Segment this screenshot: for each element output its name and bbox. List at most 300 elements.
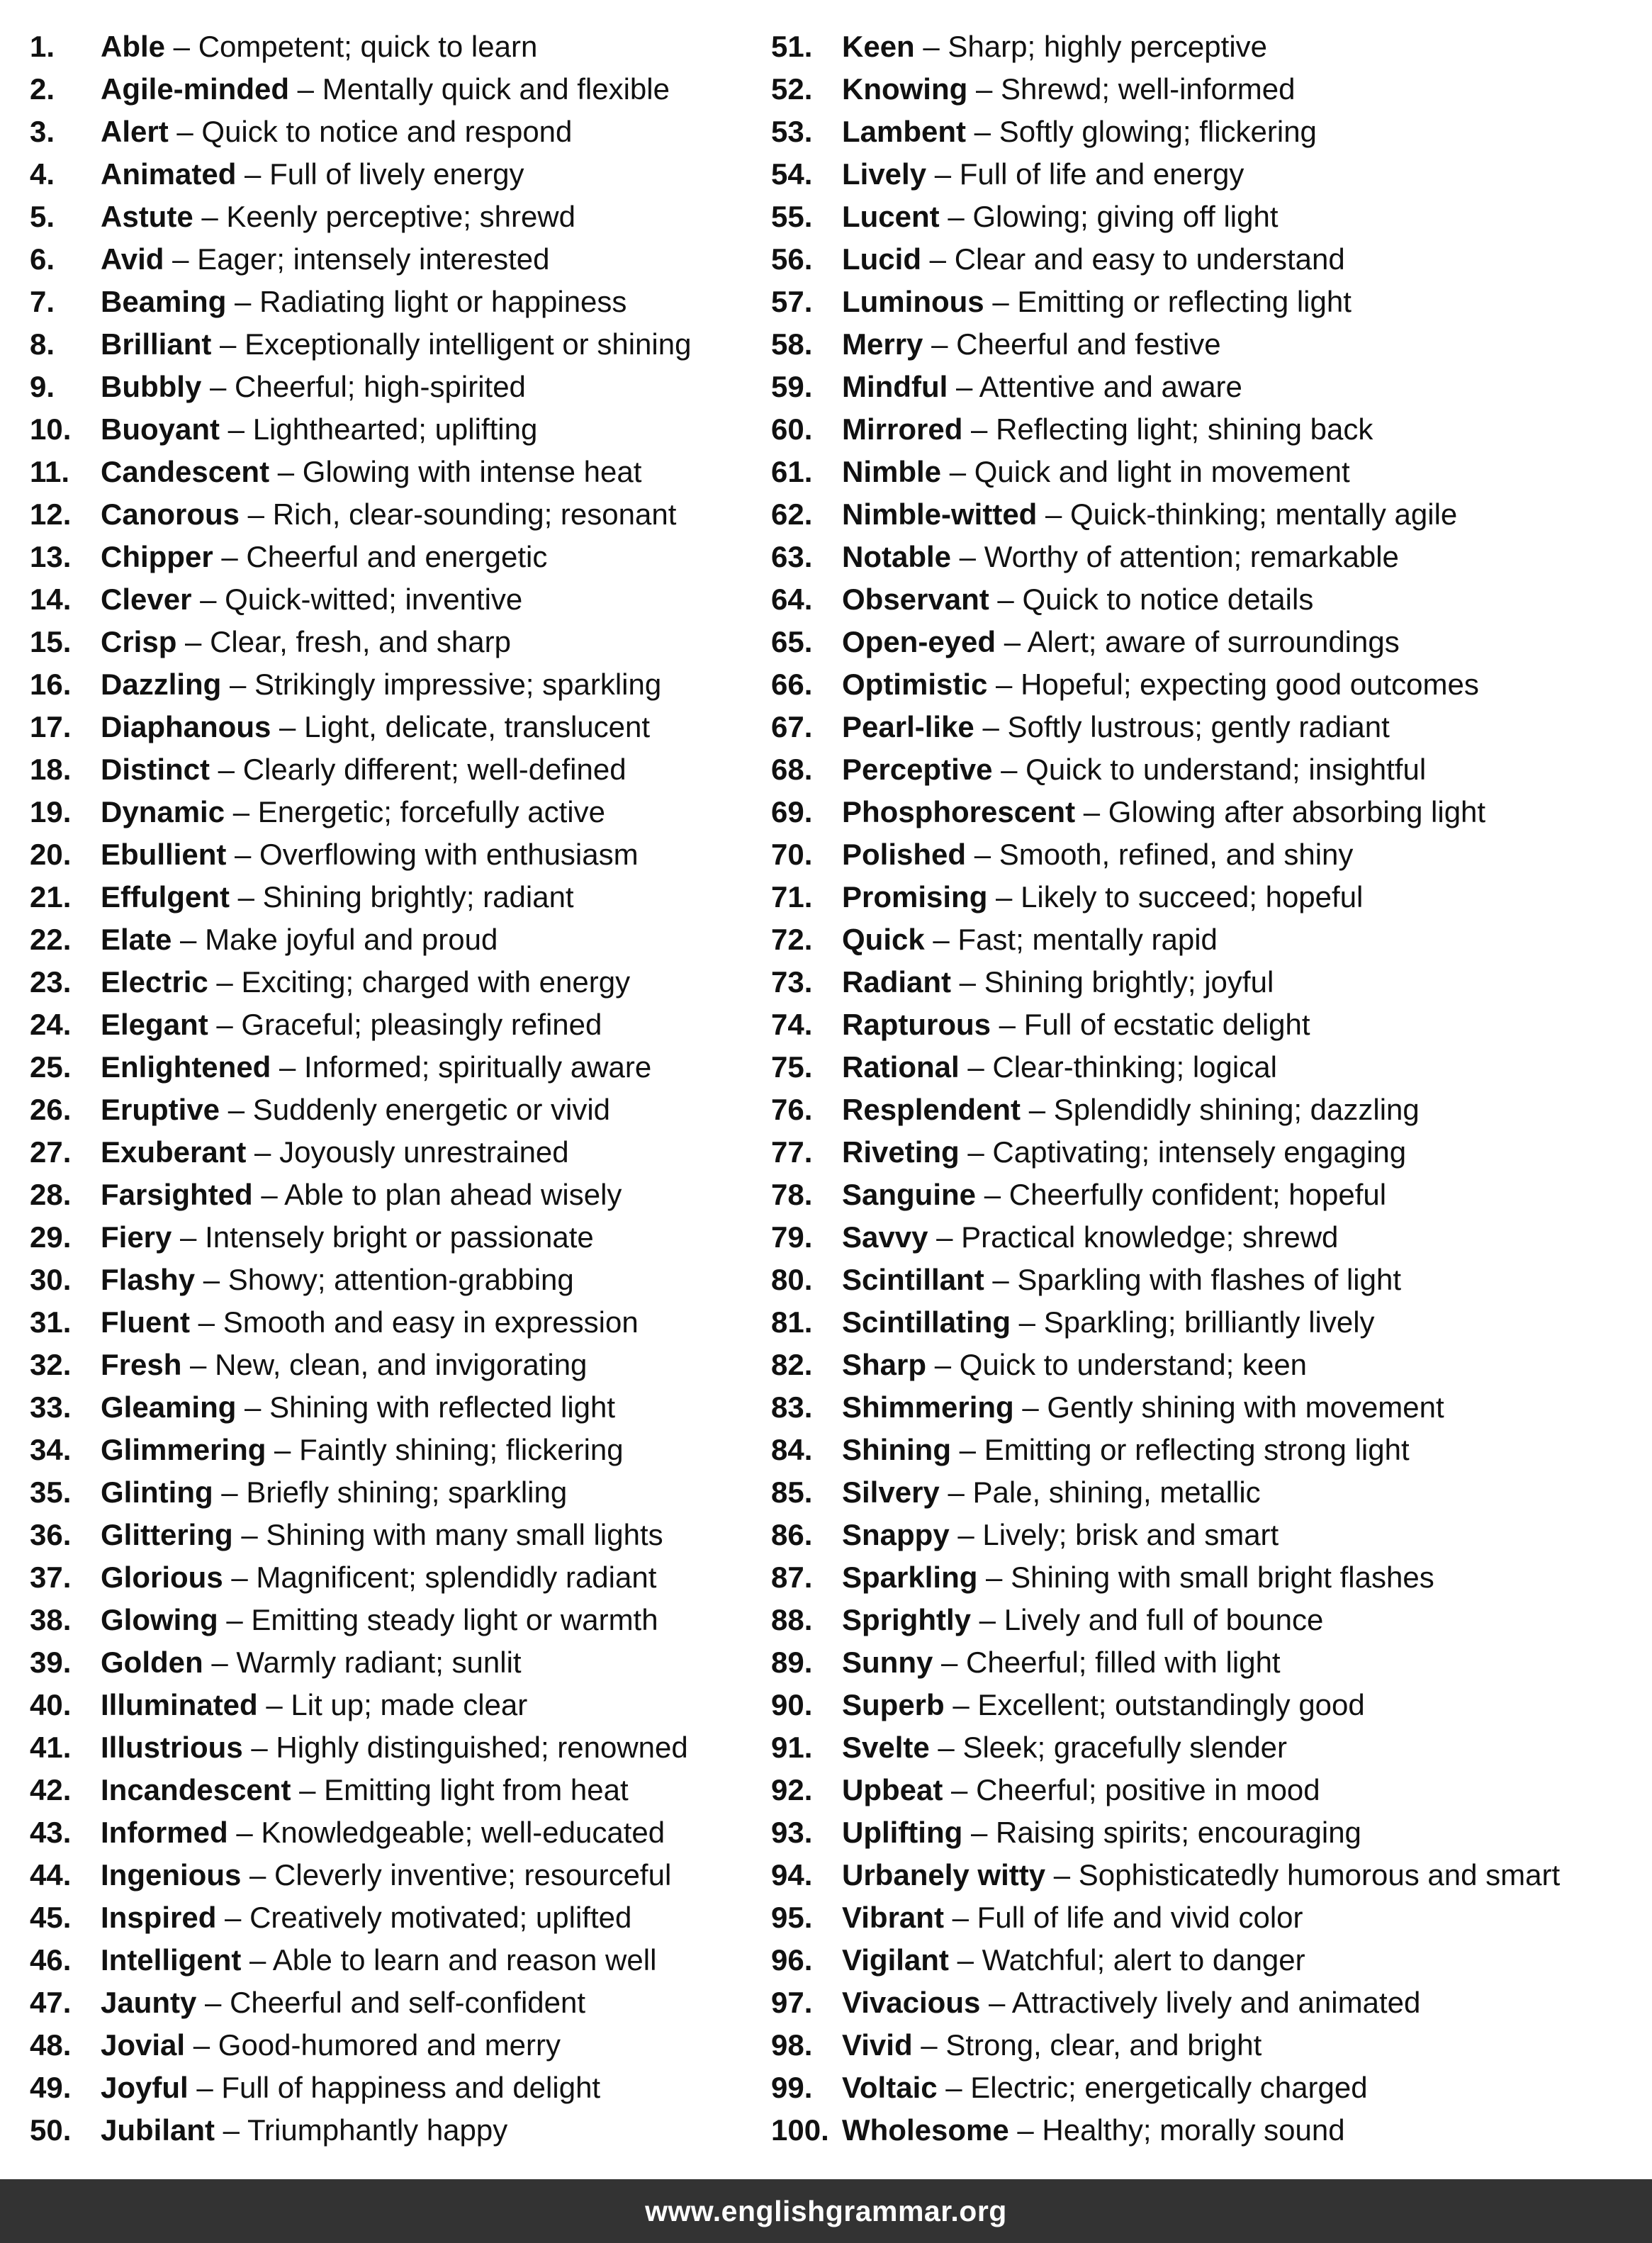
entry-separator: – — [926, 1348, 960, 1381]
entry-number: 86. — [771, 1518, 813, 1551]
entry-word: Scintillating — [842, 1305, 1011, 1339]
entry-definition: Overflowing with enthusiasm — [259, 838, 639, 871]
entry-definition: Smooth, refined, and shiny — [999, 838, 1354, 871]
entry-text — [842, 1344, 1307, 1386]
entry-word: Upbeat — [842, 1773, 943, 1806]
entry-number: 65. — [771, 625, 813, 658]
entry-number: 12. — [30, 497, 72, 531]
entry-definition: Cheerfully confident; hopeful — [1008, 1178, 1387, 1211]
entry-separator: – — [912, 2028, 946, 2062]
entry-separator: – — [991, 1008, 1024, 1041]
entry-word: Chipper — [101, 540, 213, 573]
entry-definition: Cheerful and energetic — [246, 540, 548, 573]
entry-number: 72. — [771, 923, 813, 956]
entry-separator: – — [203, 1646, 237, 1679]
entry-number: 52. — [771, 72, 813, 106]
entry-separator: – — [195, 1263, 228, 1296]
entry-number: 82. — [771, 1348, 813, 1381]
entry-definition: Quick and light in movement — [974, 455, 1350, 488]
entry-text — [842, 1259, 1401, 1301]
entry-definition: Competent; quick to learn — [198, 30, 538, 63]
entry-number: 34. — [30, 1433, 72, 1466]
entry-number: 21. — [30, 880, 72, 913]
entry-definition: Cheerful; high-spirited — [235, 370, 526, 403]
entry-number: 2. — [30, 72, 55, 106]
entry-text — [101, 918, 498, 961]
entry-word: Sprightly — [842, 1603, 972, 1636]
entry-text — [842, 26, 1267, 68]
entry-text — [101, 1089, 610, 1131]
entry-number: 5. — [30, 200, 55, 233]
entry-word: Bubbly — [101, 370, 202, 403]
entry-word: Candescent — [101, 455, 270, 488]
entry-text — [101, 621, 511, 663]
entry-definition: Clearly different; well-defined — [242, 753, 626, 786]
entry-separator: – — [987, 880, 1021, 913]
entry-text — [101, 1684, 527, 1726]
entry-separator: – — [977, 1561, 1011, 1594]
entry-number: 43. — [30, 1816, 72, 1849]
entry-number: 100. — [771, 2113, 829, 2147]
entry-separator: – — [943, 1901, 977, 1934]
entry-separator: – — [996, 625, 1028, 658]
entry-definition: Glowing after absorbing light — [1108, 795, 1486, 828]
entry-text — [842, 1939, 1305, 1981]
entry-separator: – — [966, 838, 999, 871]
entry-definition: Emitting or reflecting strong light — [984, 1433, 1410, 1466]
entry-text — [842, 1854, 1560, 1896]
entry-number: 49. — [30, 2071, 72, 2104]
entry-number: 8. — [30, 327, 55, 361]
entry-definition: Exceptionally intelligent or shining — [245, 327, 692, 361]
entry-definition: Quick-thinking; mentally agile — [1070, 497, 1458, 531]
entry-definition: Smooth and easy in expression — [223, 1305, 639, 1339]
entry-number: 15. — [30, 625, 72, 658]
entry-word: Inspired — [101, 1901, 217, 1934]
entry-text — [101, 663, 661, 706]
entry-definition: Shining with many small lights — [266, 1518, 663, 1551]
entry-text — [842, 2067, 1368, 2109]
entry-separator: – — [291, 1773, 325, 1806]
entry-number: 6. — [30, 242, 55, 276]
entry-definition: Suddenly energetic or vivid — [252, 1093, 611, 1126]
entry-definition: Cheerful and festive — [956, 327, 1221, 361]
entry-separator: – — [213, 540, 247, 573]
entry-word: Mirrored — [842, 412, 963, 446]
entry-text — [101, 366, 526, 408]
entry-number: 16. — [30, 668, 72, 701]
entry-separator: – — [939, 1475, 973, 1509]
entry-definition: Emitting light from heat — [324, 1773, 629, 1806]
entry-word: Illuminated — [101, 1688, 258, 1721]
entry-separator: – — [976, 1178, 1009, 1211]
entry-separator: – — [240, 497, 273, 531]
entry-definition: Full of life and energy — [959, 157, 1244, 191]
entry-definition: Clear and easy to understand — [954, 242, 1345, 276]
entry-separator: – — [185, 2028, 218, 2062]
entry-text — [101, 238, 549, 281]
entry-word: Alert — [101, 115, 169, 148]
entry-number: 81. — [771, 1305, 813, 1339]
entry-separator: – — [266, 1433, 300, 1466]
entry-text — [842, 833, 1353, 876]
entry-separator: – — [242, 1731, 276, 1764]
entry-text — [101, 706, 650, 748]
entry-definition: Showy; attention-grabbing — [227, 1263, 574, 1296]
entry-definition: Lit up; made clear — [291, 1688, 528, 1721]
entry-text — [842, 1216, 1338, 1259]
entry-definition: Make joyful and proud — [205, 923, 498, 956]
entry-separator: – — [980, 1986, 1012, 2019]
entry-definition: Sharp; highly perceptive — [948, 30, 1268, 63]
entry-definition: Shrewd; well-informed — [1001, 72, 1296, 106]
entry-number: 77. — [771, 1135, 813, 1169]
entry-text — [842, 1641, 1281, 1684]
entry-word: Fluent — [101, 1305, 190, 1339]
entry-separator: – — [923, 327, 957, 361]
entry-number: 88. — [771, 1603, 813, 1636]
footer-bar — [0, 2179, 1652, 2243]
entry-word: Wholesome — [842, 2113, 1009, 2147]
entry-number: 38. — [30, 1603, 72, 1636]
entry-text — [101, 1641, 522, 1684]
entry-text — [101, 1726, 688, 1769]
entry-number: 55. — [771, 200, 813, 233]
entry-definition: Able to learn and reason well — [272, 1943, 657, 1977]
entry-word: Glimmering — [101, 1433, 266, 1466]
entry-definition: Joyously unrestrained — [279, 1135, 569, 1169]
entry-text — [842, 748, 1426, 791]
entry-separator: – — [1045, 1858, 1079, 1891]
entry-separator: – — [967, 72, 1001, 106]
entry-number: 40. — [30, 1688, 72, 1721]
entry-definition: Alert; aware of surroundings — [1027, 625, 1400, 658]
entry-number: 36. — [30, 1518, 72, 1551]
entry-definition: Sophisticatedly humorous and smart — [1078, 1858, 1561, 1891]
entry-number: 79. — [771, 1220, 813, 1254]
entry-separator: – — [950, 1433, 984, 1466]
entry-text — [842, 1386, 1444, 1429]
entry-word: Diaphanous — [101, 710, 271, 743]
entry-number: 90. — [771, 1688, 813, 1721]
entry-word: Glowing — [101, 1603, 218, 1636]
entry-text — [101, 1344, 587, 1386]
entry-definition: Good-humored and merry — [218, 2028, 561, 2062]
entry-word: Vivacious — [842, 1986, 981, 2019]
entry-text — [842, 281, 1352, 323]
entry-separator: – — [951, 965, 984, 999]
entry-text — [842, 918, 1218, 961]
entry-text — [842, 1556, 1434, 1599]
entry-text — [842, 1301, 1375, 1344]
entry-word: Glinting — [101, 1475, 213, 1509]
entry-definition: Worthy of attention; remarkable — [984, 540, 1399, 573]
entry-text — [842, 2109, 1345, 2152]
entry-word: Sparkling — [842, 1561, 978, 1594]
entry-text — [842, 493, 1457, 536]
entry-definition: Lighthearted; uplifting — [252, 412, 538, 446]
entry-text — [842, 1769, 1320, 1811]
entry-separator: – — [948, 1943, 982, 1977]
entry-number: 17. — [30, 710, 72, 743]
entry-text — [842, 663, 1479, 706]
entry-text — [101, 1216, 594, 1259]
entry-word: Fiery — [101, 1220, 172, 1254]
entry-definition: Clear-thinking; logical — [992, 1050, 1277, 1084]
entry-number: 41. — [30, 1731, 72, 1764]
entry-text — [101, 1301, 639, 1344]
footer-url[interactable]: www.englishgrammar.org — [645, 2194, 1007, 2227]
entry-word: Notable — [842, 540, 952, 573]
entry-word: Vivid — [842, 2028, 913, 2062]
entry-number: 95. — [771, 1901, 813, 1934]
entry-word: Joyful — [101, 2071, 189, 2104]
entry-word: Eruptive — [101, 1093, 220, 1126]
entry-separator: – — [289, 72, 322, 106]
entry-definition: Able to plan ahead wisely — [284, 1178, 622, 1211]
entry-separator: – — [246, 1135, 280, 1169]
entry-definition: Clear, fresh, and sharp — [210, 625, 511, 658]
entry-number: 93. — [771, 1816, 813, 1849]
entry-separator: – — [191, 583, 225, 616]
entry-definition: Exciting; charged with energy — [241, 965, 631, 999]
entry-definition: Strikingly impressive; sparkling — [254, 668, 662, 701]
entry-definition: Attractively lively and animated — [1011, 1986, 1421, 2019]
entry-separator: – — [939, 200, 973, 233]
entry-number: 4. — [30, 157, 55, 191]
entry-text — [101, 153, 524, 196]
entry-number: 92. — [771, 1773, 813, 1806]
entry-word: Crisp — [101, 625, 177, 658]
entry-word: Effulgent — [101, 880, 230, 913]
entry-text — [101, 1046, 651, 1089]
entry-number: 11. — [30, 455, 70, 488]
entry-separator: – — [229, 880, 263, 913]
entry-number: 87. — [771, 1561, 813, 1594]
entry-word: Lambent — [842, 115, 967, 148]
entry-separator: – — [193, 200, 227, 233]
entry-definition: Cheerful; filled with light — [966, 1646, 1281, 1679]
entry-text — [101, 1174, 622, 1216]
entry-definition: Quick-witted; inventive — [225, 583, 523, 616]
entry-definition: Knowledgeable; well-educated — [261, 1816, 665, 1849]
entry-word: Intelligent — [101, 1943, 242, 1977]
entry-definition: Quick to notice and respond — [201, 115, 573, 148]
entry-text — [842, 408, 1373, 451]
entry-number: 63. — [771, 540, 813, 573]
entry-word: Enlightened — [101, 1050, 271, 1084]
entry-definition: Quick to understand; keen — [959, 1348, 1308, 1381]
entry-word: Distinct — [101, 753, 210, 786]
entry-word: Lively — [842, 157, 927, 191]
entry-number: 29. — [30, 1220, 72, 1254]
entry-word: Shimmering — [842, 1390, 1014, 1424]
entry-separator: – — [227, 1816, 262, 1849]
entry-definition: Creatively motivated; uplifted — [249, 1901, 632, 1934]
entry-definition: Captivating; intensely engaging — [992, 1135, 1407, 1169]
entry-separator: – — [944, 1688, 978, 1721]
entry-separator: – — [974, 710, 1008, 743]
entry-word: Vibrant — [842, 1901, 944, 1934]
entry-word: Jaunty — [101, 1986, 197, 2019]
entry-text — [842, 621, 1400, 663]
entry-number: 70. — [771, 838, 813, 871]
entry-word: Clever — [101, 583, 192, 616]
entry-word: Mindful — [842, 370, 948, 403]
entry-text — [101, 408, 537, 451]
entry-text — [101, 578, 522, 621]
entry-text — [101, 536, 547, 578]
entry-text — [842, 1046, 1277, 1089]
entry-word: Promising — [842, 880, 988, 913]
entry-separator: – — [257, 1688, 291, 1721]
entry-separator: – — [1008, 2113, 1043, 2147]
entry-word: Observant — [842, 583, 989, 616]
entry-separator: – — [220, 1093, 253, 1126]
entry-text — [842, 536, 1399, 578]
entry-definition: Healthy; morally sound — [1042, 2113, 1345, 2147]
entry-number: 73. — [771, 965, 813, 999]
entry-separator: – — [201, 370, 235, 403]
entry-definition: Warmly radiant; sunlit — [236, 1646, 522, 1679]
entry-separator: – — [216, 1901, 250, 1934]
entry-word: Shining — [842, 1433, 951, 1466]
entry-number: 28. — [30, 1178, 72, 1211]
entry-word: Dynamic — [101, 795, 225, 828]
entry-number: 33. — [30, 1390, 72, 1424]
entry-definition: Sparkling with flashes of light — [1017, 1263, 1402, 1296]
entry-word: Lucent — [842, 200, 940, 233]
entry-number: 46. — [30, 1943, 72, 1977]
entry-word: Silvery — [842, 1475, 940, 1509]
entry-text — [101, 111, 572, 153]
entry-number: 1. — [30, 30, 55, 63]
entry-word: Sharp — [842, 1348, 927, 1381]
entry-number: 35. — [30, 1475, 72, 1509]
entry-definition: Light, delicate, translucent — [304, 710, 651, 743]
entry-definition: Informed; spiritually aware — [304, 1050, 652, 1084]
entry-text — [842, 111, 1317, 153]
entry-word: Quick — [842, 923, 925, 956]
entry-definition: Briefly shining; sparkling — [246, 1475, 568, 1509]
entry-text — [101, 1854, 671, 1896]
entry-text — [101, 791, 605, 833]
entry-text — [101, 1471, 567, 1514]
entry-number: 20. — [30, 838, 72, 871]
entry-text — [101, 493, 676, 536]
entry-number: 91. — [771, 1731, 813, 1764]
entry-number: 44. — [30, 1858, 72, 1891]
entry-separator: – — [1075, 795, 1108, 828]
entry-number: 97. — [771, 1986, 813, 2019]
entry-separator: – — [181, 1348, 215, 1381]
entry-definition: Electric; energetically charged — [970, 2071, 1368, 2104]
entry-definition: Raising spirits; encouraging — [995, 1816, 1361, 1849]
entry-definition: Magnificent; splendidly radiant — [256, 1561, 657, 1594]
entry-number: 98. — [771, 2028, 813, 2062]
entry-word: Rapturous — [842, 1008, 991, 1041]
entry-text — [842, 366, 1242, 408]
entry-definition: Fast; mentally rapid — [957, 923, 1218, 956]
entry-word: Vigilant — [842, 1943, 949, 1977]
entry-word: Beaming — [101, 285, 227, 318]
entry-number: 76. — [771, 1093, 813, 1126]
entry-word: Farsighted — [101, 1178, 253, 1211]
entry-definition: Keenly perceptive; shrewd — [226, 200, 575, 233]
entry-definition: Full of happiness and delight — [221, 2071, 601, 2104]
entry-number: 47. — [30, 1986, 72, 2019]
entry-separator: – — [928, 1220, 962, 1254]
entry-definition: Faintly shining; flickering — [299, 1433, 624, 1466]
entry-number: 7. — [30, 285, 55, 318]
entry-separator: – — [241, 1858, 275, 1891]
entry-text — [101, 451, 641, 493]
entry-text — [101, 1429, 624, 1471]
entry-word: Savvy — [842, 1220, 928, 1254]
entry-number: 19. — [30, 795, 72, 828]
entry-separator: – — [951, 540, 984, 573]
entry-number: 60. — [771, 412, 813, 446]
entry-definition: Reflecting light; shining back — [996, 412, 1373, 446]
entry-number: 42. — [30, 1773, 72, 1806]
entry-number: 68. — [771, 753, 813, 786]
entry-text — [842, 1684, 1365, 1726]
entry-separator: – — [220, 412, 253, 446]
entry-definition: Softly glowing; flickering — [999, 115, 1317, 148]
entry-number: 94. — [771, 1858, 813, 1891]
entry-definition: Highly distinguished; renowned — [276, 1731, 688, 1764]
entry-definition: Cheerful; positive in mood — [976, 1773, 1320, 1806]
entry-separator: – — [225, 795, 258, 828]
entry-word: Optimistic — [842, 668, 988, 701]
entry-word: Scintillant — [842, 1263, 984, 1296]
entry-definition: Splendidly shining; dazzling — [1053, 1093, 1420, 1126]
entry-separator: – — [241, 1943, 273, 1977]
entry-number: 56. — [771, 242, 813, 276]
entry-text — [842, 1726, 1287, 1769]
entry-number: 37. — [30, 1561, 72, 1594]
entry-number: 10. — [30, 412, 72, 446]
entry-text — [842, 578, 1313, 621]
entry-number: 96. — [771, 1943, 813, 1977]
entry-separator: – — [210, 753, 243, 786]
entry-definition: Sparkling; brilliantly lively — [1043, 1305, 1375, 1339]
entry-word: Electric — [101, 965, 208, 999]
entry-number: 30. — [30, 1263, 72, 1296]
entry-number: 75. — [771, 1050, 813, 1084]
entry-separator: – — [252, 1178, 285, 1211]
entry-text — [101, 196, 575, 238]
entry-definition: Lively; brisk and smart — [982, 1518, 1279, 1551]
entry-text — [842, 1131, 1406, 1174]
entry-definition: Hopeful; expecting good outcomes — [1021, 668, 1479, 701]
entry-text — [101, 1514, 663, 1556]
entry-number: 9. — [30, 370, 55, 403]
entry-number: 18. — [30, 753, 72, 786]
entry-text — [842, 238, 1345, 281]
entry-text — [842, 1599, 1323, 1641]
entry-word: Luminous — [842, 285, 984, 318]
entry-text — [101, 281, 626, 323]
entry-definition: Quick to notice details — [1022, 583, 1314, 616]
entry-word: Gleaming — [101, 1390, 237, 1424]
entry-word: Snappy — [842, 1518, 950, 1551]
entry-word: Animated — [101, 157, 237, 191]
entry-definition: Excellent; outstandingly good — [977, 1688, 1365, 1721]
entry-word: Perceptive — [842, 753, 993, 786]
entry-separator: – — [914, 30, 948, 63]
entry-definition: Quick to understand; insightful — [1026, 753, 1427, 786]
